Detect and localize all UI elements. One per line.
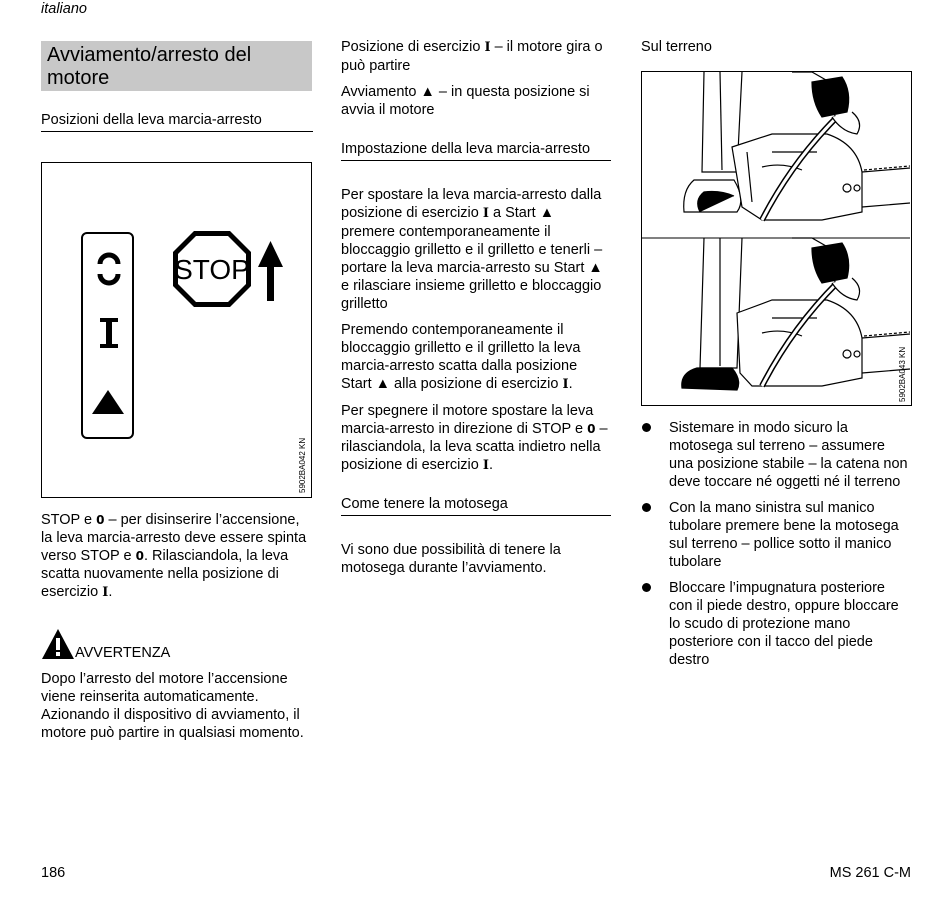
model-name: MS 261 C-M (829, 865, 911, 881)
holding-saw-text: Vi sono due possibilità di tenere la motosega durante l’avviamento. (341, 542, 561, 576)
lever-positions-heading: Posizioni della leva marcia-arresto (41, 111, 313, 132)
warning-text: Dopo l’arresto del motore l’accensione viene reinserita automaticamente. Azionando il dispositivo di avviamento, il motore può partire in qualsiasi momento. (41, 671, 304, 741)
list-item: Con la mano sinistra sul manico tubolare premere bene la motosega sul terreno – pollice sotto il manico tubolare (641, 499, 912, 571)
stop-paragraph: STOP e 0 – per disinserire l’accensione, la leva marcia-arresto deve essere spinta verso STOP e 0. Rilasciandola, la leva scatta nuovamente nella posizione di esercizio I. (41, 512, 307, 600)
stop-circle-glyph: 0 (96, 513, 105, 527)
language-label: italiano (41, 1, 87, 17)
lever-setting-para1: Per spostare la leva marcia-arresto dalla posizione di esercizio I a Start ▲ premere contemporaneamente il bloccaggio grilletto e il grilletto e tenerli – portare la leva marcia-arresto su Start ▲ e rilasciare insieme grilletto e bloccaggio grilletto (341, 187, 603, 312)
run-glyph: I (562, 377, 569, 392)
run-glyph: I (102, 585, 109, 600)
list-item: Sistemare in modo sicuro la motosega sul terreno – assumere una posizione stabile – la catena non deve toccare né oggetti né il terreno (641, 419, 912, 491)
start-triangle-glyph: ▲ (539, 205, 555, 221)
figure1-code: 5902BA042 KN (298, 437, 307, 493)
run-glyph: I (484, 40, 491, 55)
lever-setting-para2: Premendo contemporaneamente il bloccaggio grilletto e il grilletto la leva marcia-arresto scatta dalla posizione Start ▲ alla posizione di esercizio I. (341, 322, 581, 392)
lever-setting-para3: Per spegnere il motore spostare la leva marcia-arresto in direzione di STOP e 0 – rilasciandola, la leva scatta indietro nella posizione di esercizio I. (341, 403, 608, 473)
lever-symbols-illustration (42, 163, 310, 496)
lever-setting-heading: Impostazione della leva marcia-arresto (341, 140, 611, 161)
run-position-symbol-icon (100, 318, 118, 348)
start-triangle-glyph: ▲ (375, 376, 391, 392)
lever-positions-figure (41, 162, 312, 498)
section-title: Avviamento/arresto del motore (41, 41, 312, 91)
operating-position-text: Posizione di esercizio I – il motore gira o può partire (341, 39, 603, 74)
warning-header (41, 628, 313, 660)
holding-saw-heading: Come tenere la motosega (341, 495, 611, 516)
chainsaw-start-illustration (642, 72, 910, 404)
figure2-code: 5902BA043 KN (898, 346, 907, 402)
stop-circle-glyph: 0 (135, 549, 144, 563)
start-position-text: Avviamento ▲ – in questa posizione si avvia il motore (341, 84, 590, 118)
on-ground-instructions (641, 419, 912, 677)
run-glyph: I (482, 458, 489, 473)
start-triangle-icon (92, 390, 124, 414)
start-triangle-glyph: ▲ (588, 260, 603, 276)
stop-sign-text: STOP (174, 254, 250, 285)
run-glyph: I (482, 206, 489, 221)
stop-circle-symbol-icon (100, 255, 118, 283)
list-item: Bloccare l’impugnatura posteriore con il piede destro, oppure bloccare lo scudo di protezione mano posteriore con il tacco del piede destro (641, 579, 912, 669)
stop-circle-glyph: 0 (587, 422, 596, 436)
up-arrow-icon (258, 241, 283, 301)
warning-triangle-icon (41, 628, 75, 660)
chainsaw-on-ground-figure (641, 71, 912, 406)
page-number: 186 (41, 865, 66, 881)
stop-sign-icon (173, 231, 251, 307)
on-ground-heading: Sul terreno (641, 39, 712, 55)
start-triangle-glyph: ▲ (420, 84, 435, 100)
warning-label: AVVERTENZA (75, 645, 171, 661)
